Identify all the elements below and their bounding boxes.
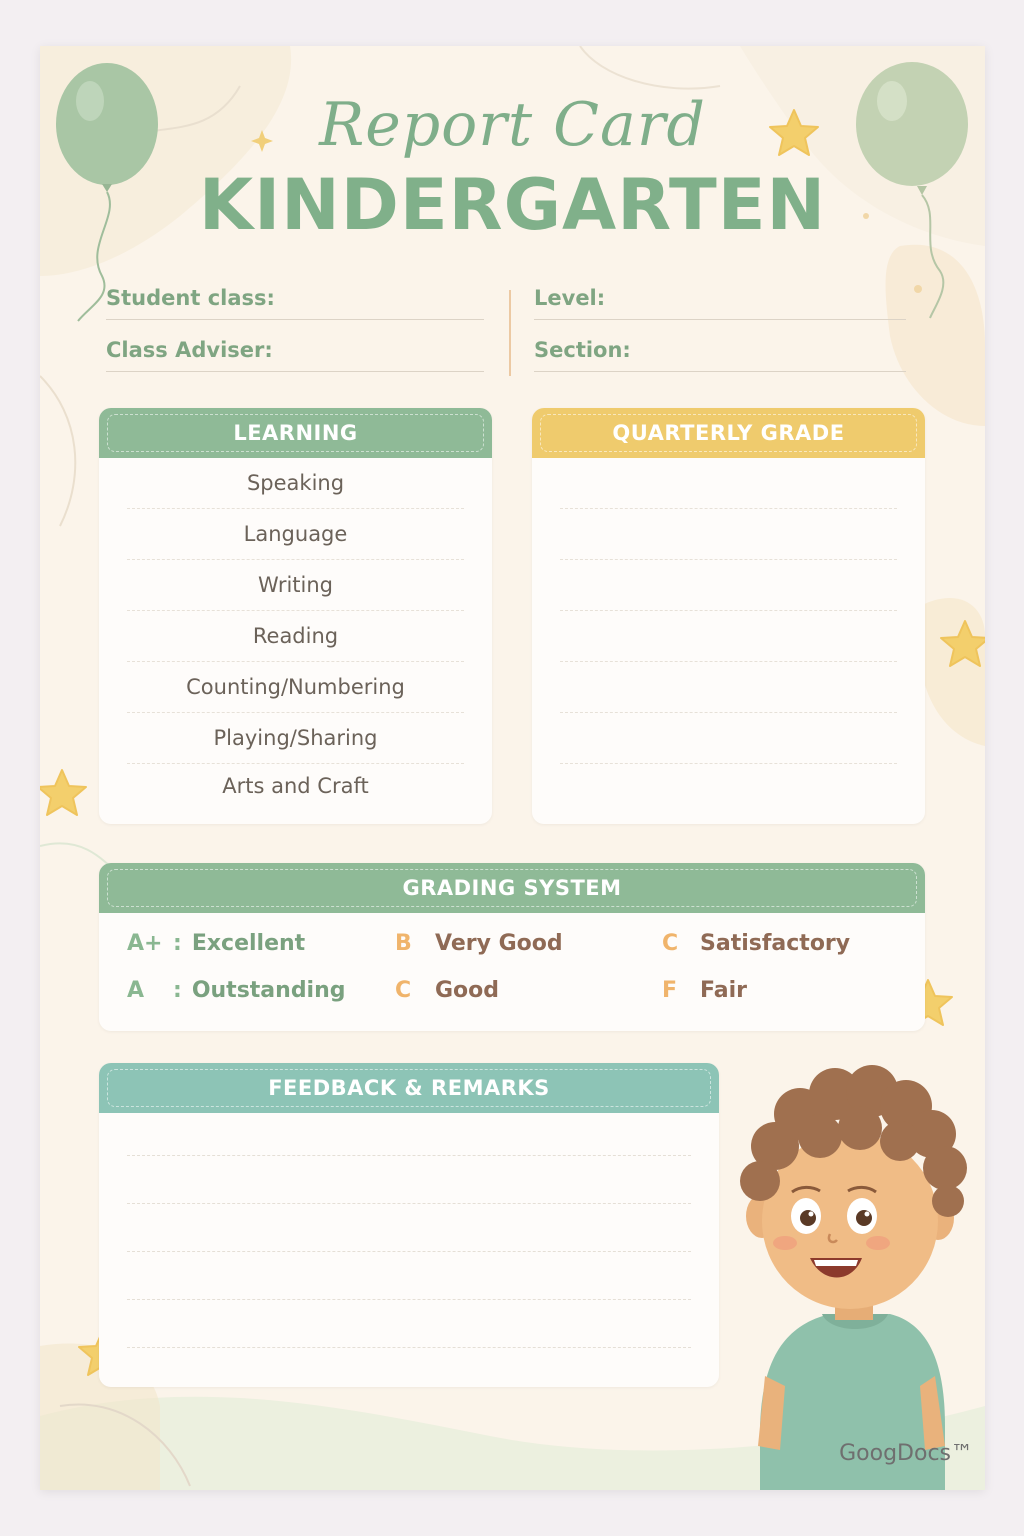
grade-letter: B: [395, 931, 412, 956]
boy-illustration: [740, 1065, 967, 1490]
learning-header: LEARNING: [99, 408, 492, 458]
grade-entry: [395, 931, 563, 956]
report-card-page: [40, 46, 985, 1490]
quarterly-grade-cell[interactable]: [560, 509, 897, 560]
grade-entry: [662, 931, 850, 956]
learning-item: Playing/Sharing: [127, 713, 464, 764]
quarterly-grade-cell[interactable]: [560, 560, 897, 611]
quarterly-grade-cell[interactable]: [560, 662, 897, 713]
section-field[interactable]: Section:: [534, 332, 906, 372]
learning-item: Writing: [127, 560, 464, 611]
feedback-line[interactable]: [127, 1203, 691, 1204]
learning-item: Arts and Craft: [222, 774, 369, 798]
grade-label: Outstanding: [191, 978, 346, 1003]
learning-item: Counting/Numbering: [127, 662, 464, 713]
star-icon: [40, 770, 86, 815]
field-divider: [509, 290, 511, 376]
level-field[interactable]: Level:: [534, 280, 906, 320]
learning-panel: [99, 408, 492, 824]
grade-entry: [127, 931, 305, 956]
grading-system-panel: [99, 863, 925, 1031]
quarterly-grade-cell[interactable]: [560, 713, 897, 764]
report-card-script-title: Report Card: [319, 90, 706, 160]
feedback-header: FEEDBACK & REMARKS: [99, 1063, 719, 1113]
grade-entry: [395, 978, 499, 1003]
grading-legend: [99, 913, 924, 1031]
feedback-line[interactable]: [127, 1155, 691, 1156]
grade-entry: [662, 978, 747, 1003]
grade-label: Good: [435, 978, 500, 1003]
grade-colon: :: [173, 931, 182, 956]
learning-item: Speaking: [127, 458, 464, 509]
grade-letter: A: [127, 978, 145, 1003]
quarterly-grade-panel: [532, 408, 925, 824]
quarterly-grade-header: QUARTERLY GRADE: [532, 408, 925, 458]
grade-letter: A+: [127, 931, 163, 956]
kindergarten-title: KINDERGARTEN: [198, 164, 827, 246]
learning-item: Language: [127, 509, 464, 560]
learning-item: Reading: [127, 611, 464, 662]
grade-label: Very Good: [435, 931, 563, 956]
grade-colon: :: [173, 978, 182, 1003]
class-adviser-field[interactable]: Class Adviser:: [106, 332, 484, 372]
feedback-line[interactable]: [127, 1251, 691, 1252]
student-class-field[interactable]: Student class:: [106, 280, 484, 320]
grading-system-header: GRADING SYSTEM: [99, 863, 925, 913]
grade-letter: C: [662, 931, 679, 956]
brand-watermark: GoogDocs™: [839, 1441, 973, 1466]
grade-label: Excellent: [191, 931, 306, 956]
feedback-line[interactable]: [127, 1299, 691, 1300]
grade-label: Fair: [700, 978, 747, 1003]
grade-label: Satisfactory: [700, 931, 851, 956]
quarterly-grade-cell[interactable]: [560, 458, 897, 509]
grade-entry: [127, 978, 346, 1003]
feedback-panel: [99, 1063, 719, 1387]
quarterly-grade-cell[interactable]: [560, 764, 897, 808]
grade-letter: C: [395, 978, 412, 1003]
grade-letter: F: [662, 978, 678, 1003]
quarterly-grade-cell[interactable]: [560, 611, 897, 662]
feedback-line[interactable]: [127, 1347, 691, 1348]
